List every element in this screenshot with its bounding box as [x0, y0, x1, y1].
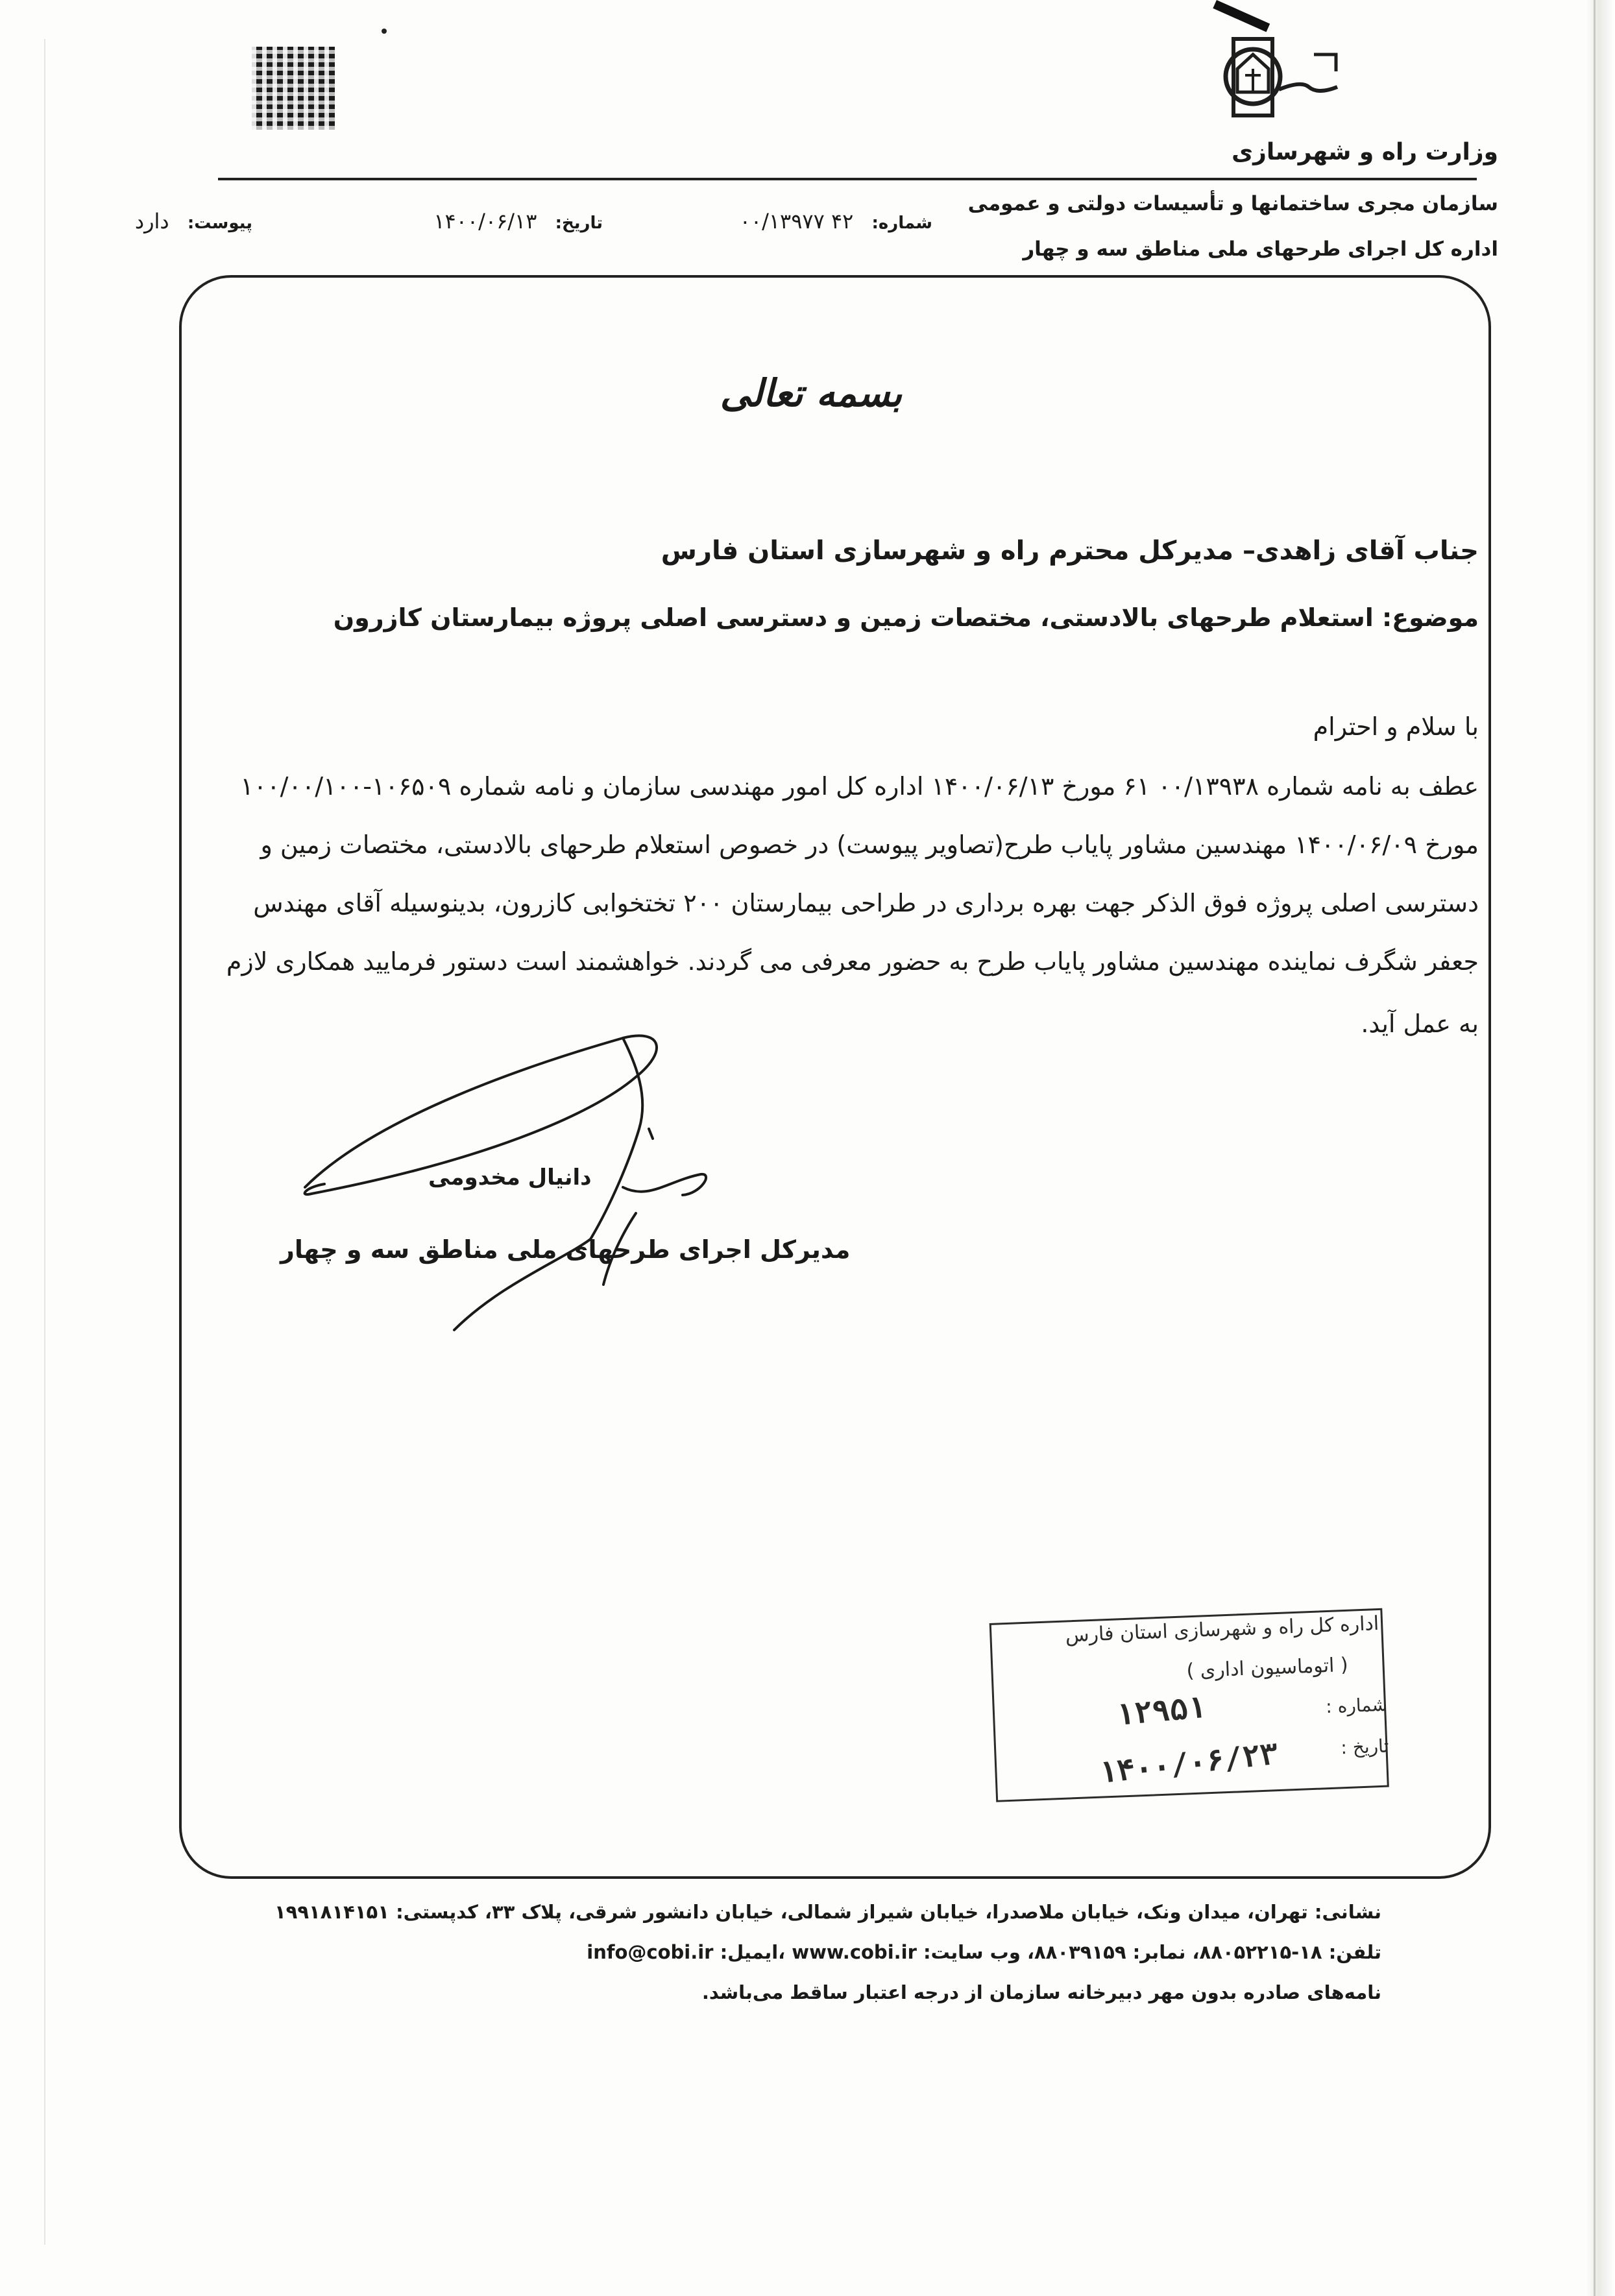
- letter-date-value: ۱۴۰۰/۰۶/۱۳: [433, 209, 537, 234]
- organization-name: سازمان مجری ساختمانها و تأسیسات دولتی و عمومی: [967, 192, 1498, 215]
- stamp-number-label: شماره :: [1325, 1693, 1388, 1718]
- body-paragraph-line: جعفر شگرف نماینده مهندسین مشاور پایاب طرح به حضور معرفی می گردند. خواهشمند است دستور فرمایید همکاری لازم: [226, 947, 1479, 976]
- footer-validity-note: نامه‌های صادره بدون مهر دبیرخانه سازمان از درجه اعتبار ساقط می‌باشد.: [701, 1981, 1381, 2003]
- qr-code: [252, 47, 335, 130]
- greeting: با سلام و احترام: [1313, 712, 1479, 741]
- body-paragraph-line: عطف به نامه شماره ۰۰/۱۳۹۳۸ ۶۱ مورخ ۱۴۰۰/۰۶/۱۳ اداره کل امور مهندسی سازمان و نامه شماره ۱۰۶۵۰۹-۱۰۰/۰۰/۱۰۰: [240, 772, 1479, 801]
- ministry-name: وزارت راه و شهرسازی: [1232, 139, 1498, 165]
- signer-name: دانیال مخدومی: [428, 1165, 592, 1190]
- scan-dot: [382, 29, 387, 34]
- registry-stamp: [990, 1608, 1399, 1811]
- scan-corner-mark: [1213, 0, 1270, 32]
- letter-attachment-label: پیوست:: [187, 213, 252, 233]
- letter-number-label: شماره:: [871, 213, 932, 233]
- footer-address: نشانی: تهران، میدان ونک، خیابان ملاصدرا، خیابان شیراز شمالی، خیابان دانشور شرقی، پلاک ۳۳، کدپستی: ۱۹۹۱۸۱۴۱۵۱: [274, 1901, 1381, 1923]
- department-name: اداره کل اجرای طرحهای ملی مناطق سه و چهار: [1023, 237, 1498, 261]
- addressee-line: جناب آقای زاهدی– مدیرکل محترم راه و شهرسازی استان فارس: [661, 536, 1479, 566]
- letter-number-value: ۴۲ ۰۰/۱۳۹۷۷: [739, 209, 854, 234]
- letter-number: [740, 209, 932, 234]
- letter-date: [433, 209, 603, 234]
- letter-attachment: [135, 209, 252, 234]
- stamp-subtitle: ( اتوماسیون اداری ): [1185, 1653, 1349, 1683]
- stamp-date-handwritten: ۱۴۰۰/۰۶/۲۳: [1097, 1735, 1280, 1791]
- ministry-logo: [1223, 35, 1340, 126]
- body-paragraph-line: به عمل آید.: [1361, 1009, 1479, 1038]
- stamp-organization: اداره کل راه و شهرسازی استان فارس: [1065, 1612, 1379, 1647]
- body-paragraph-line: مورخ ۱۴۰۰/۰۶/۰۹ مهندسین مشاور پایاب طرح(تصاویر پیوست) در خصوص استعلام طرحهای بالادستی، مختصات زمین و: [260, 830, 1479, 859]
- scan-edge-shadow: [1585, 0, 1615, 2296]
- scan-edge-line: [1594, 0, 1596, 2296]
- letter-date-label: تاریخ:: [555, 213, 603, 233]
- scan-edge-shadow: [44, 39, 45, 2245]
- subject-line: موضوع: استعلام طرحهای بالادستی، مختصات زمین و دسترسی اصلی پروژه بیمارستان کازرون: [333, 603, 1479, 632]
- signer-title: مدیرکل اجرای طرحهای ملی مناطق سه و چهار: [280, 1235, 851, 1264]
- bismillah-heading: بسمه تعالی: [720, 371, 903, 415]
- stamp-number-handwritten: ۱۲۹۵۱: [1114, 1689, 1208, 1733]
- footer-contact: تلفن: ۱۸-۸۸۰۵۲۲۱۵، نمابر: ۸۸۰۳۹۱۵۹، وب سایت: www.cobi.ir ،ایمیل: info@cobi.ir: [587, 1941, 1381, 1963]
- letter-attachment-value: دارد: [134, 209, 169, 234]
- body-paragraph-line: دسترسی اصلی پروژه فوق الذکر جهت بهره برداری در طراحی بیمارستان ۲۰۰ تختخوابی کازرون، بدینوسیله آقای مهندس: [253, 889, 1479, 917]
- header-divider: [218, 178, 1477, 180]
- stamp-date-label: تاریخ :: [1340, 1735, 1390, 1759]
